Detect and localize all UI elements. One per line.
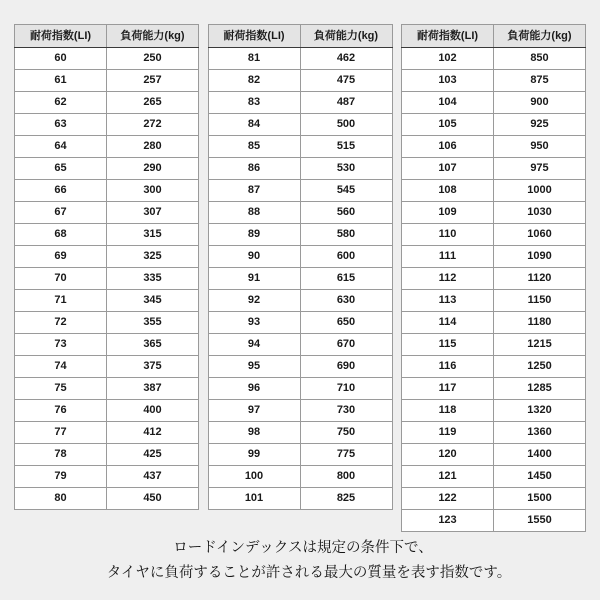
cell-load-capacity: 1180 (494, 312, 586, 334)
cell-load-capacity: 1400 (494, 444, 586, 466)
table-row (208, 378, 392, 400)
cell-load-index: 60 (15, 48, 107, 70)
cell-load-capacity: 975 (494, 158, 586, 180)
table-header-row (208, 25, 392, 48)
table-row (402, 356, 586, 378)
table-row (15, 158, 199, 180)
cell-load-capacity: 290 (107, 158, 199, 180)
cell-load-index: 76 (15, 400, 107, 422)
table-row (402, 114, 586, 136)
column-header-li: 耐荷指数(LI) (15, 25, 107, 48)
table-row (208, 356, 392, 378)
cell-load-capacity: 412 (107, 422, 199, 444)
cell-load-index: 112 (402, 268, 494, 290)
table-row (15, 466, 199, 488)
cell-load-index: 111 (402, 246, 494, 268)
table-row (15, 202, 199, 224)
cell-load-capacity: 437 (107, 466, 199, 488)
cell-load-index: 73 (15, 334, 107, 356)
table-row (15, 224, 199, 246)
cell-load-index: 106 (402, 136, 494, 158)
cell-load-index: 75 (15, 378, 107, 400)
cell-load-capacity: 630 (300, 290, 392, 312)
cell-load-index: 98 (208, 422, 300, 444)
cell-load-index: 109 (402, 202, 494, 224)
cell-load-capacity: 450 (107, 488, 199, 510)
table-row (402, 334, 586, 356)
cell-load-capacity: 600 (300, 246, 392, 268)
table-row (402, 92, 586, 114)
cell-load-index: 63 (15, 114, 107, 136)
table-row (402, 136, 586, 158)
cell-load-index: 108 (402, 180, 494, 202)
cell-load-index: 121 (402, 466, 494, 488)
cell-load-index: 101 (208, 488, 300, 510)
cell-load-capacity: 257 (107, 70, 199, 92)
cell-load-index: 115 (402, 334, 494, 356)
cell-load-index: 68 (15, 224, 107, 246)
table-row (208, 488, 392, 510)
cell-load-capacity: 375 (107, 356, 199, 378)
cell-load-capacity: 487 (300, 92, 392, 114)
table-row (15, 488, 199, 510)
cell-load-capacity: 425 (107, 444, 199, 466)
cell-load-index: 104 (402, 92, 494, 114)
cell-load-index: 62 (15, 92, 107, 114)
cell-load-index: 120 (402, 444, 494, 466)
cell-load-capacity: 325 (107, 246, 199, 268)
cell-load-index: 100 (208, 466, 300, 488)
cell-load-index: 77 (15, 422, 107, 444)
table-row (15, 70, 199, 92)
cell-load-index: 113 (402, 290, 494, 312)
table-row (208, 290, 392, 312)
table-row (402, 378, 586, 400)
load-index-table-1 (14, 24, 199, 510)
cell-load-index: 91 (208, 268, 300, 290)
cell-load-index: 102 (402, 48, 494, 70)
cell-load-capacity: 387 (107, 378, 199, 400)
cell-load-index: 93 (208, 312, 300, 334)
table-row (15, 114, 199, 136)
table-row (208, 92, 392, 114)
cell-load-capacity: 775 (300, 444, 392, 466)
table-row (402, 488, 586, 510)
cell-load-capacity: 800 (300, 466, 392, 488)
table-row (402, 466, 586, 488)
cell-load-capacity: 875 (494, 70, 586, 92)
cell-load-capacity: 335 (107, 268, 199, 290)
cell-load-index: 69 (15, 246, 107, 268)
cell-load-capacity: 925 (494, 114, 586, 136)
cell-load-index: 72 (15, 312, 107, 334)
cell-load-capacity: 400 (107, 400, 199, 422)
table-row (15, 400, 199, 422)
cell-load-index: 79 (15, 466, 107, 488)
cell-load-index: 122 (402, 488, 494, 510)
table-row (15, 334, 199, 356)
cell-load-capacity: 900 (494, 92, 586, 114)
table-row (208, 246, 392, 268)
cell-load-capacity: 950 (494, 136, 586, 158)
table-row (15, 48, 199, 70)
caption-block (0, 536, 600, 586)
table-row (208, 334, 392, 356)
table-row (208, 466, 392, 488)
cell-load-index: 83 (208, 92, 300, 114)
cell-load-index: 103 (402, 70, 494, 92)
cell-load-index: 88 (208, 202, 300, 224)
table-row (208, 202, 392, 224)
column-header-load-capacity: 負荷能力(kg) (300, 25, 392, 48)
table-row (208, 136, 392, 158)
cell-load-capacity: 850 (494, 48, 586, 70)
cell-load-capacity: 265 (107, 92, 199, 114)
table-row (15, 136, 199, 158)
cell-load-index: 61 (15, 70, 107, 92)
table-row (15, 422, 199, 444)
cell-load-index: 67 (15, 202, 107, 224)
table-body-1 (15, 48, 199, 510)
table-row (15, 246, 199, 268)
table-row (15, 356, 199, 378)
cell-load-capacity: 1120 (494, 268, 586, 290)
cell-load-index: 116 (402, 356, 494, 378)
cell-load-capacity: 580 (300, 224, 392, 246)
cell-load-capacity: 1215 (494, 334, 586, 356)
table-row (402, 268, 586, 290)
cell-load-capacity: 530 (300, 158, 392, 180)
cell-load-index: 64 (15, 136, 107, 158)
cell-load-index: 81 (208, 48, 300, 70)
cell-load-index: 119 (402, 422, 494, 444)
cell-load-index: 114 (402, 312, 494, 334)
cell-load-capacity: 355 (107, 312, 199, 334)
cell-load-index: 123 (402, 510, 494, 532)
cell-load-capacity: 1550 (494, 510, 586, 532)
cell-load-capacity: 462 (300, 48, 392, 70)
cell-load-index: 117 (402, 378, 494, 400)
cell-load-capacity: 690 (300, 356, 392, 378)
cell-load-capacity: 670 (300, 334, 392, 356)
table-row (208, 312, 392, 334)
cell-load-index: 86 (208, 158, 300, 180)
table-body-3 (402, 48, 586, 532)
table-row (208, 400, 392, 422)
caption-line-1: ロードインデックスは規定の条件下で、 (173, 540, 433, 556)
cell-load-capacity: 1090 (494, 246, 586, 268)
column-header-li: 耐荷指数(LI) (208, 25, 300, 48)
table-header-row (15, 25, 199, 48)
table-row (402, 180, 586, 202)
cell-load-capacity: 650 (300, 312, 392, 334)
table-row (208, 114, 392, 136)
cell-load-capacity: 1150 (494, 290, 586, 312)
cell-load-capacity: 1000 (494, 180, 586, 202)
table-row (15, 92, 199, 114)
cell-load-capacity: 1060 (494, 224, 586, 246)
cell-load-capacity: 750 (300, 422, 392, 444)
cell-load-index: 78 (15, 444, 107, 466)
cell-load-index: 105 (402, 114, 494, 136)
table-row (208, 180, 392, 202)
table-row (15, 180, 199, 202)
table-row (15, 290, 199, 312)
table-row (402, 158, 586, 180)
load-index-table-2 (208, 24, 393, 510)
table-row (402, 510, 586, 532)
cell-load-capacity: 365 (107, 334, 199, 356)
cell-load-capacity: 825 (300, 488, 392, 510)
table-header-row (402, 25, 586, 48)
cell-load-capacity: 515 (300, 136, 392, 158)
table-row (208, 444, 392, 466)
cell-load-capacity: 710 (300, 378, 392, 400)
cell-load-index: 92 (208, 290, 300, 312)
table-row (208, 422, 392, 444)
table-row (15, 312, 199, 334)
cell-load-index: 96 (208, 378, 300, 400)
table-row (208, 48, 392, 70)
cell-load-index: 95 (208, 356, 300, 378)
cell-load-index: 82 (208, 70, 300, 92)
cell-load-index: 110 (402, 224, 494, 246)
table-row (15, 444, 199, 466)
table-row (402, 290, 586, 312)
cell-load-capacity: 1285 (494, 378, 586, 400)
cell-load-index: 65 (15, 158, 107, 180)
cell-load-index: 89 (208, 224, 300, 246)
table-row (15, 268, 199, 290)
cell-load-capacity: 1500 (494, 488, 586, 510)
cell-load-index: 90 (208, 246, 300, 268)
cell-load-index: 97 (208, 400, 300, 422)
table-row (402, 224, 586, 246)
table-row (402, 400, 586, 422)
table-row (402, 422, 586, 444)
column-header-li: 耐荷指数(LI) (402, 25, 494, 48)
cell-load-index: 87 (208, 180, 300, 202)
table-body-2 (208, 48, 392, 510)
cell-load-index: 70 (15, 268, 107, 290)
cell-load-capacity: 315 (107, 224, 199, 246)
table-row (208, 224, 392, 246)
table-row (15, 378, 199, 400)
cell-load-capacity: 1360 (494, 422, 586, 444)
table-row (402, 202, 586, 224)
cell-load-capacity: 345 (107, 290, 199, 312)
cell-load-index: 66 (15, 180, 107, 202)
cell-load-index: 80 (15, 488, 107, 510)
column-header-load-capacity: 負荷能力(kg) (494, 25, 586, 48)
cell-load-capacity: 272 (107, 114, 199, 136)
load-index-table-3 (401, 24, 586, 532)
table-row (208, 268, 392, 290)
cell-load-capacity: 300 (107, 180, 199, 202)
table-row (402, 246, 586, 268)
table-row (402, 312, 586, 334)
cell-load-capacity: 475 (300, 70, 392, 92)
cell-load-capacity: 1450 (494, 466, 586, 488)
cell-load-index: 99 (208, 444, 300, 466)
column-header-load-capacity: 負荷能力(kg) (107, 25, 199, 48)
caption-line-2: タイヤに負荷することが許される最大の質量を表す指数です。 (106, 565, 512, 581)
table-row (402, 70, 586, 92)
table-row (208, 70, 392, 92)
cell-load-capacity: 730 (300, 400, 392, 422)
load-index-tables (14, 24, 586, 532)
cell-load-index: 107 (402, 158, 494, 180)
cell-load-index: 118 (402, 400, 494, 422)
cell-load-capacity: 1250 (494, 356, 586, 378)
cell-load-capacity: 307 (107, 202, 199, 224)
cell-load-capacity: 500 (300, 114, 392, 136)
cell-load-index: 94 (208, 334, 300, 356)
table-row (402, 444, 586, 466)
table-row (402, 48, 586, 70)
cell-load-index: 84 (208, 114, 300, 136)
cell-load-index: 74 (15, 356, 107, 378)
table-row (208, 158, 392, 180)
cell-load-index: 71 (15, 290, 107, 312)
cell-load-index: 85 (208, 136, 300, 158)
cell-load-capacity: 615 (300, 268, 392, 290)
cell-load-capacity: 1320 (494, 400, 586, 422)
cell-load-capacity: 250 (107, 48, 199, 70)
cell-load-capacity: 280 (107, 136, 199, 158)
cell-load-capacity: 560 (300, 202, 392, 224)
cell-load-capacity: 545 (300, 180, 392, 202)
cell-load-capacity: 1030 (494, 202, 586, 224)
